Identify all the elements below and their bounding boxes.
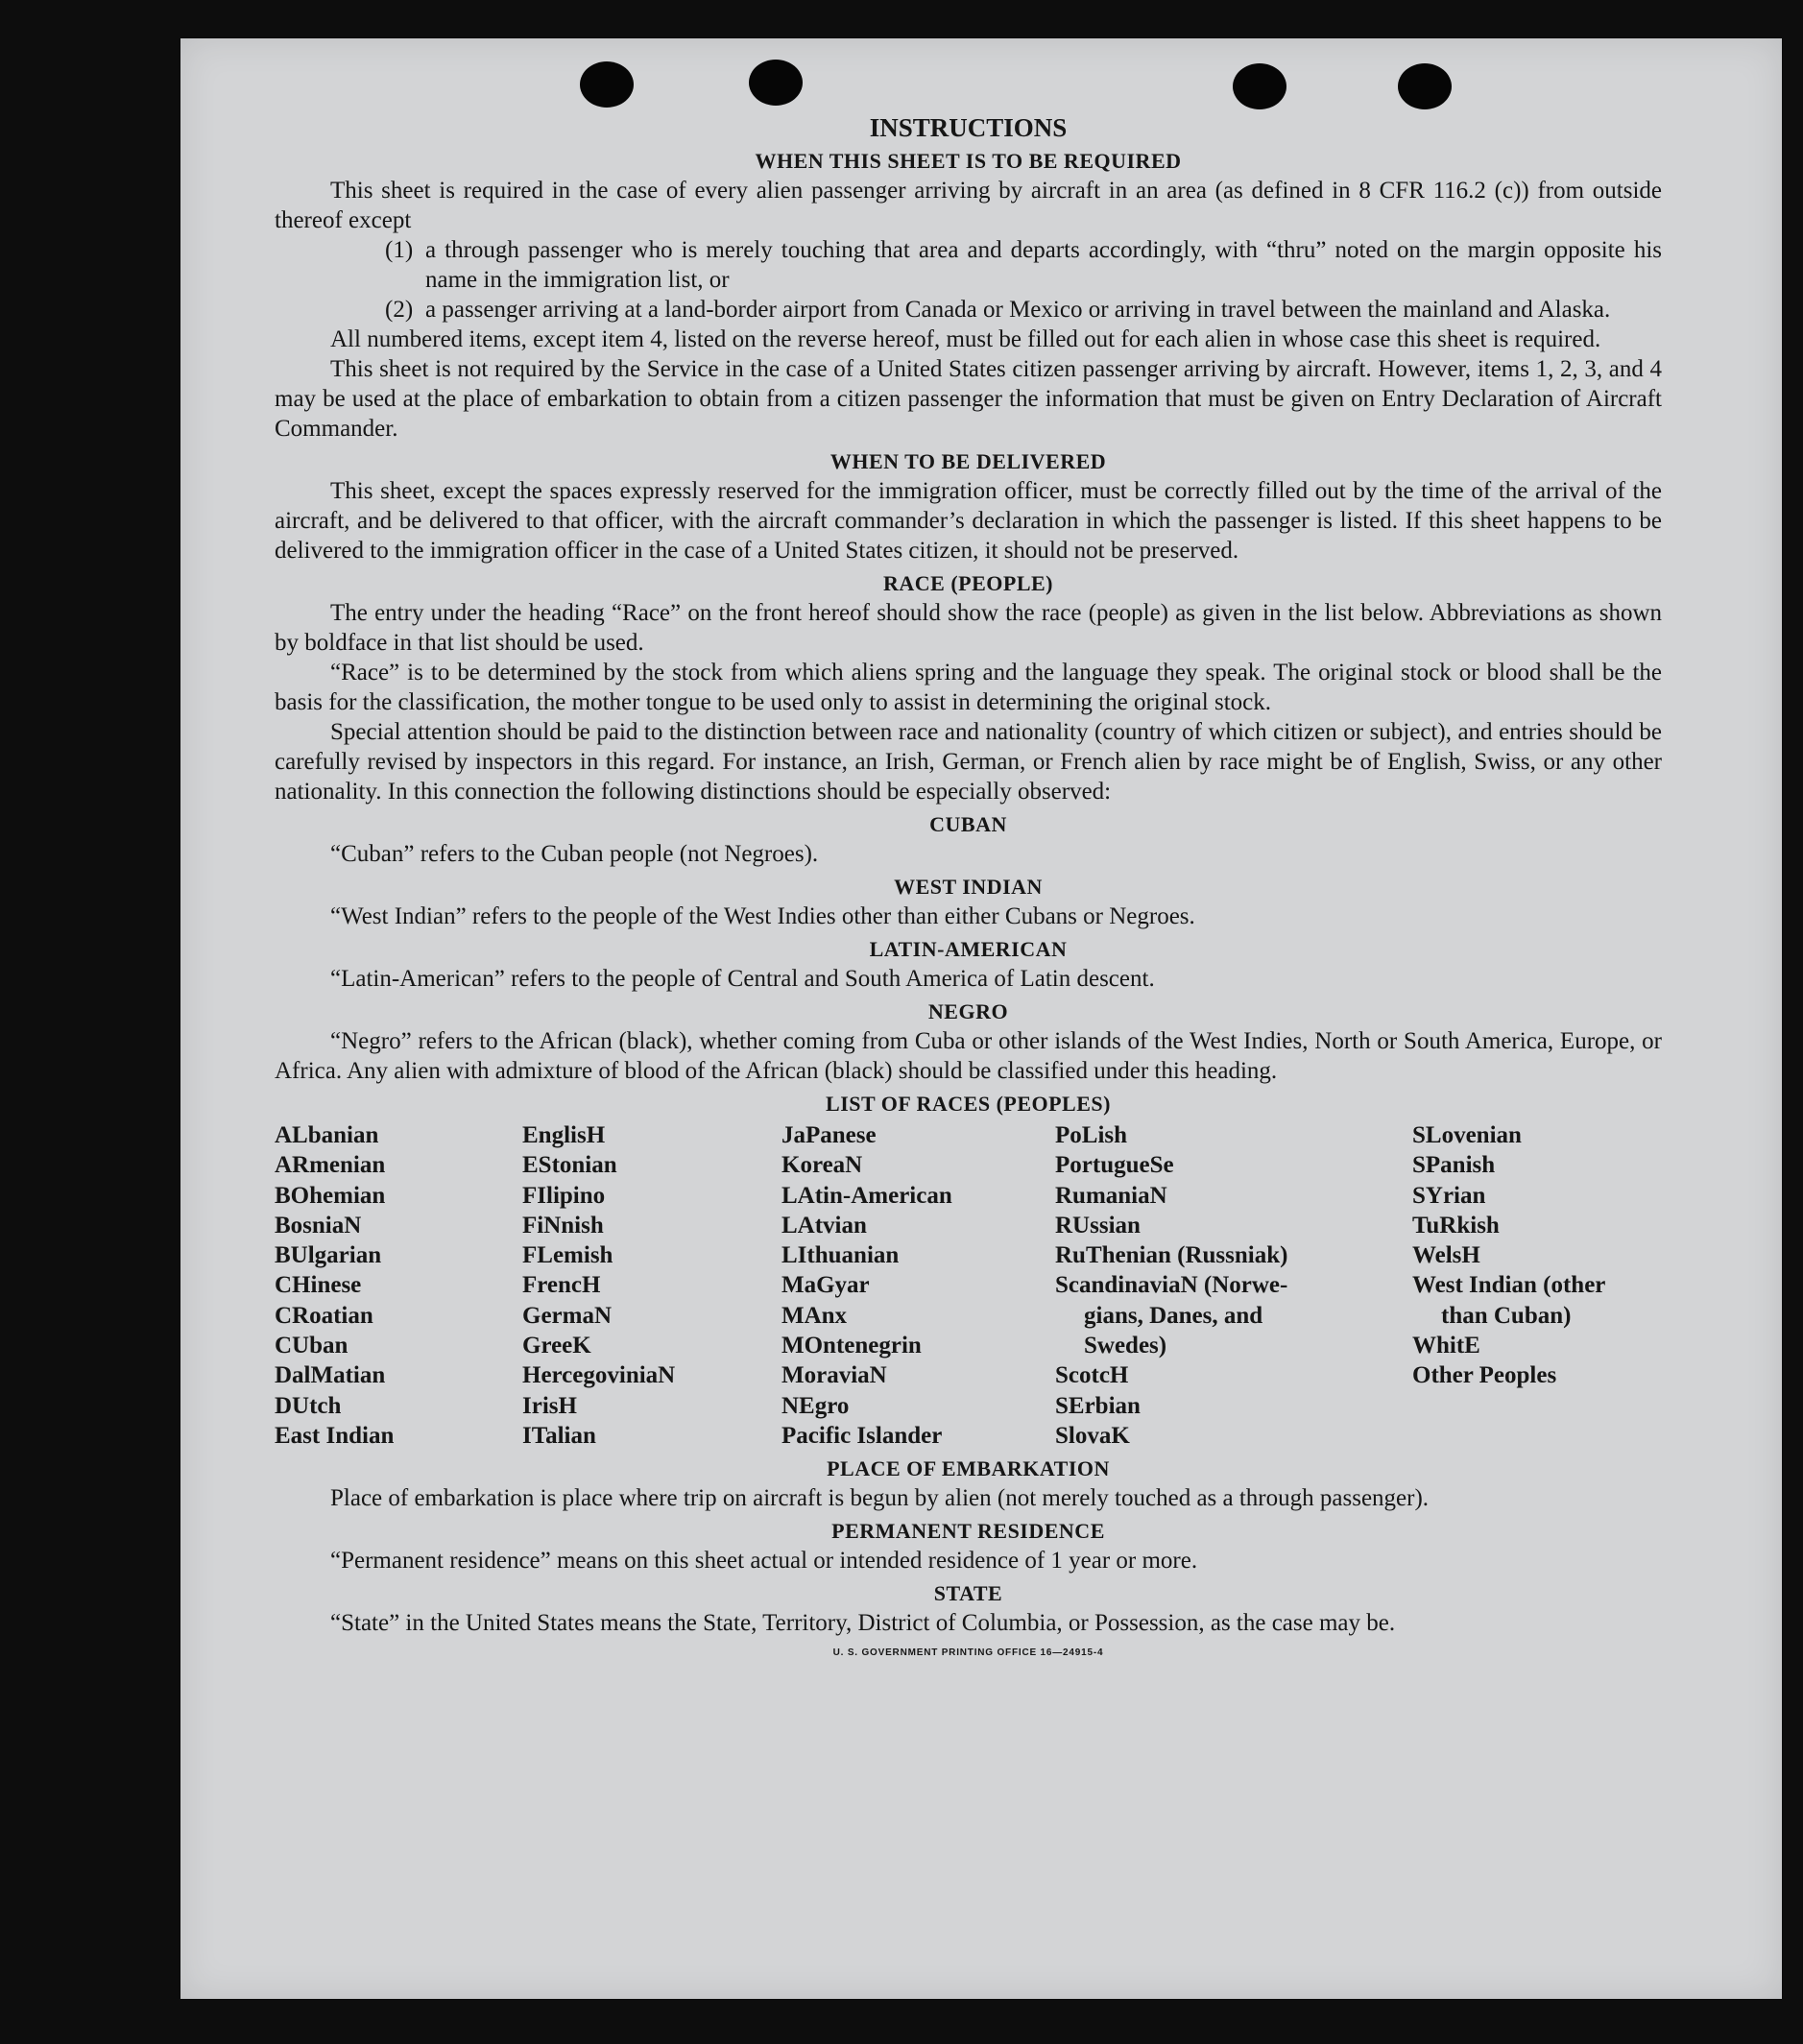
punch-hole (580, 61, 634, 108)
race-item: RumaniaN (1055, 1182, 1167, 1209)
exception-number: (2) (385, 297, 414, 323)
race-item: GermaN (522, 1302, 613, 1329)
race-item: East Indian (275, 1422, 395, 1449)
race-item: ITalian (522, 1422, 596, 1449)
exception-text: a passenger arriving at a land-border airport from Canada or Mexico or arriving in travel between the mainland and Alaska. (425, 297, 1611, 323)
punch-hole (749, 60, 803, 106)
race-item: ScotcH (1055, 1362, 1129, 1389)
section-heading: WHEN THIS SHEET IS TO BE REQUIRED (755, 149, 1182, 173)
instructions-body (275, 113, 1662, 1658)
race-item: TuRkish (1412, 1212, 1500, 1238)
race-item: LIthuanian (781, 1242, 900, 1269)
page-title: INSTRUCTIONS (869, 113, 1068, 142)
race-column (275, 1120, 522, 1451)
race-item: gians, Danes, and (1084, 1302, 1263, 1329)
race-item: Pacific Islander (781, 1422, 943, 1449)
section-heading: PERMANENT RESIDENCE (831, 1519, 1105, 1544)
punch-hole (1233, 63, 1286, 109)
exception-number: (1) (385, 237, 414, 263)
race-column (1055, 1120, 1412, 1451)
race-item: EnglisH (522, 1122, 606, 1148)
exception-text: a through passenger who is merely touching that area and departs accordingly, with “thru” noted on the margin opposite his name in the immigration list, or (425, 237, 1662, 293)
race-item: SErbian (1055, 1392, 1141, 1419)
race-item: BosniaN (275, 1212, 362, 1238)
race-item: BUlgarian (275, 1242, 382, 1269)
paragraph: All numbered items, except item 4, listed on the reverse hereof, must be filled out for each alien in whose case this sheet is required. (330, 326, 1601, 352)
race-item: DalMatian (275, 1362, 386, 1389)
section-heading: WEST INDIAN (894, 875, 1043, 899)
race-item: WelsH (1412, 1242, 1480, 1269)
race-list (275, 1120, 1662, 1451)
race-item: MoraviaN (781, 1362, 887, 1389)
race-item: CHinese (275, 1272, 362, 1299)
race-item: EStonian (522, 1152, 617, 1179)
paragraph: “Latin-American” refers to the people of Central and South America of Latin descent. (330, 966, 1155, 992)
race-item: MaGyar (781, 1272, 870, 1299)
race-item: LAtin-American (781, 1182, 952, 1209)
race-item: FrencH (522, 1272, 601, 1299)
paragraph: “West Indian” refers to the people of the West Indies other than either Cubans or Negroes. (330, 903, 1195, 929)
race-item: CRoatian (275, 1302, 373, 1329)
paragraph: The entry under the heading “Race” on the front hereof should show the race (people) as given in the list below. Abbreviations as shown by boldface in that list should be used. (275, 600, 1662, 656)
paragraph: “Permanent residence” means on this sheet actual or intended residence of 1 year or more. (330, 1548, 1198, 1575)
race-item: Other Peoples (1412, 1362, 1557, 1389)
race-item: than Cuban) (1441, 1302, 1572, 1329)
race-item: West Indian (other (1412, 1272, 1606, 1299)
race-item: HercegoviniaN (522, 1362, 676, 1389)
section-heading: PLACE OF EMBARKATION (827, 1456, 1110, 1481)
race-item: LAtvian (781, 1212, 867, 1238)
race-item: BOhemian (275, 1182, 386, 1209)
section-heading: STATE (933, 1581, 1003, 1606)
paragraph: “Race” is to be determined by the stock from which aliens spring and the language they speak. The original stock or blood shall be the basis for the classification, the mother tongue to be used only to assist in determining the original stock. (275, 660, 1662, 715)
section-heading: NEGRO (927, 999, 1009, 1023)
race-item: FLemish (522, 1242, 613, 1269)
paragraph: “Cuban” refers to the Cuban people (not Negroes). (330, 841, 819, 867)
paragraph: Special attention should be paid to the distinction between race and nationality (country of which citizen or subject), and entries should be carefully revised by inspectors in this regard. For instance, an Irish, German, or French alien by race might be of English, Swiss, or any other nationality. In this connection the following distinctions should be especially observed: (275, 719, 1662, 805)
race-item: GreeK (522, 1333, 591, 1359)
race-item: IrisH (522, 1392, 577, 1419)
section-heading: CUBAN (929, 812, 1007, 836)
section-heading: LATIN-AMERICAN (869, 937, 1068, 961)
race-item: KoreaN (781, 1152, 863, 1179)
section-heading: LIST OF RACES (PEOPLES) (826, 1092, 1111, 1116)
race-item: PortugueSe (1055, 1152, 1174, 1179)
race-column (781, 1120, 1055, 1451)
exception-item (275, 295, 1662, 325)
paragraph: Place of embarkation is place where trip on aircraft is begun by alien (not merely touched as a through passenger). (330, 1485, 1430, 1512)
race-column (522, 1120, 781, 1451)
race-item: MAnx (781, 1302, 848, 1329)
paragraph: “State” in the United States means the State, Territory, District of Columbia, or Possession, as the case may be. (330, 1610, 1396, 1637)
race-item: ScandinaviaN (Norwe- (1055, 1272, 1288, 1299)
paragraph: This sheet, except the spaces expressly reserved for the immigration officer, must be correctly filled out by the time of the arrival of the aircraft, and be delivered to that officer, with the aircraft commander’s declaration in which the passenger is listed. If this sheet happens to be delivered to the immigration officer in the case of a United States citizen, it should not be preserved. (275, 478, 1662, 564)
race-item: SPanish (1412, 1152, 1496, 1179)
race-item: SYrian (1412, 1182, 1486, 1209)
race-item: DUtch (275, 1392, 342, 1419)
printer-imprint: U. S. GOVERNMENT PRINTING OFFICE 16—24915-4 (832, 1647, 1104, 1659)
exception-item (275, 235, 1662, 295)
race-item: ALbanian (275, 1122, 379, 1148)
section-heading: WHEN TO BE DELIVERED (829, 449, 1107, 473)
punch-hole (1398, 63, 1452, 109)
race-column (1412, 1120, 1662, 1451)
paragraph: This sheet is not required by the Service in the case of a United States citizen passenger arriving by aircraft. However, items 1, 2, 3, and 4 may be used at the place of embarkation to obtain from a citizen passenger the information that must be given on Entry Declaration of Aircraft Commander. (275, 356, 1662, 442)
section-heading: RACE (PEOPLE) (883, 571, 1053, 595)
race-item: ARmenian (275, 1152, 386, 1179)
paragraph: This sheet is required in the case of every alien passenger arriving by aircraft in an area (as defined in 8 CFR 116.2 (c)) from outside thereof except (275, 178, 1662, 233)
paragraph: “Negro” refers to the African (black), whether coming from Cuba or other islands of the West Indies, North or South America, Europe, or Africa. Any alien with admixture of blood of the African (black) should be classified under this heading. (275, 1028, 1662, 1084)
race-item: FIlipino (522, 1182, 606, 1209)
race-item: SlovaK (1055, 1422, 1130, 1449)
race-item: RUssian (1055, 1212, 1141, 1238)
race-item: SLovenian (1412, 1122, 1522, 1148)
race-item: NEgro (781, 1392, 850, 1419)
race-item: JaPanese (781, 1122, 877, 1148)
race-item: Swedes) (1084, 1333, 1167, 1359)
race-item: RuThenian (Russniak) (1055, 1242, 1288, 1269)
race-item: FiNnish (522, 1212, 604, 1238)
race-item: CUban (275, 1333, 349, 1359)
race-item: PoLish (1055, 1122, 1128, 1148)
race-item: MOntenegrin (781, 1333, 922, 1359)
race-item: WhitE (1412, 1333, 1480, 1359)
